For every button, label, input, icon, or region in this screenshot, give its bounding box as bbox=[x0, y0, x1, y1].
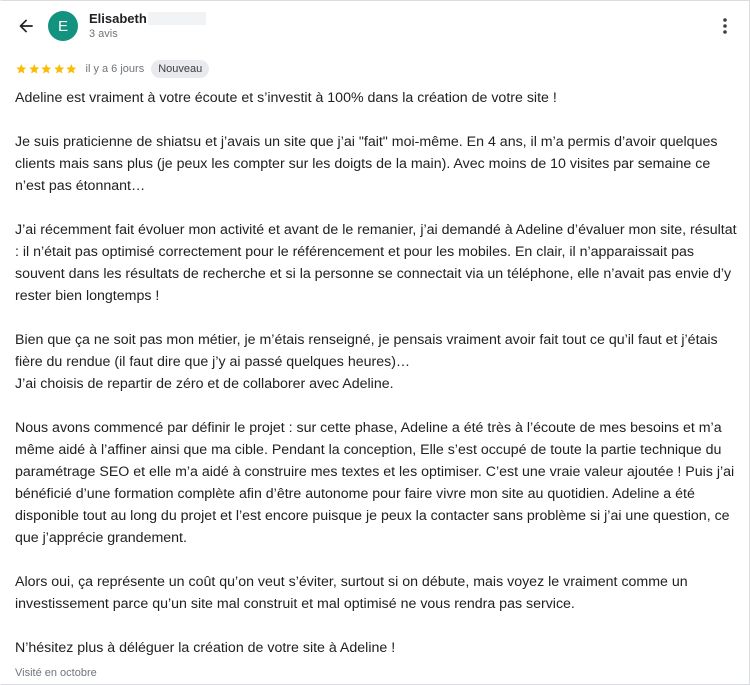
back-button[interactable] bbox=[13, 13, 39, 39]
visited-date: Visité en octobre bbox=[15, 667, 97, 679]
star-icon bbox=[65, 63, 78, 75]
review-paragraph: Bien que ça ne soit pas mon métier, je m’étais renseigné, je pensais vraiment avoir fait tout ce qu’il faut et j’étais fière du rendue (il faut dire que j’y ai passé quelques heures)… J’ai choisis de repartir de zéro et de collaborer avec Adeline. bbox=[15, 332, 718, 392]
review-text bbox=[15, 87, 737, 659]
star-icon bbox=[53, 63, 66, 75]
avatar[interactable] bbox=[48, 11, 78, 41]
review-paragraph: Alors oui, ça représente un coût qu’on veut s’éviter, surtout si on débute, mais voyez le vraiment comme un investissement parce qu’un site mal construit et mal optimisé ne vous rendra pas service. bbox=[15, 574, 688, 612]
star-icon bbox=[40, 63, 53, 75]
review-paragraph: J’ai récemment fait évoluer mon activité et avant de le remanier, j’ai demandé à Adeline d’évaluer mon site, résultat : il n’était pas optimisé correctement pour le référencement et pour les mobiles. En clair, il n’apparaissait pas souvent dans les résultats de recherche et si la personne se connectait via un téléphone, elle n’avait pas envie d’y rester bien longtemps ! bbox=[15, 222, 737, 304]
new-badge: Nouveau bbox=[151, 60, 209, 78]
star-icon bbox=[28, 63, 41, 75]
star-rating bbox=[15, 63, 78, 75]
review-paragraph: Adeline est vraiment à votre écoute et s’investit à 100% dans la création de votre site ! bbox=[15, 90, 557, 106]
name-redaction bbox=[148, 12, 206, 25]
review-paragraph: Je suis praticienne de shiatsu et j’avais un site que j’ai "fait" moi-même. En 4 ans, il m’a permis d’avoir quelques clients mais sans plus (je peux les compter sur les doigts de la main). Avec moins de 10 visites par semaine ce n’est pas étonnant… bbox=[15, 134, 718, 194]
arrow-back-icon bbox=[16, 16, 36, 36]
more-options-button[interactable] bbox=[715, 15, 735, 37]
review-header bbox=[1, 1, 750, 53]
more-vert-icon bbox=[723, 18, 727, 34]
reviewer-name[interactable]: Elisabeth bbox=[89, 11, 147, 26]
review-paragraph: N’hésitez plus à déléguer la création de votre site à Adeline ! bbox=[15, 640, 396, 656]
review-time: il y a 6 jours bbox=[85, 63, 145, 75]
review-meta bbox=[15, 60, 209, 78]
review-count: 3 avis bbox=[89, 28, 118, 40]
star-icon bbox=[15, 63, 28, 75]
avatar-letter: E bbox=[57, 17, 68, 35]
review-paragraph: Nous avons commencé par définir le projet : sur cette phase, Adeline a été très à l’écoute de mes besoins et m’a même aidé à l’affiner ainsi que ma cible. Pendant la conception, Elle s’est occupé de toute la partie technique du paramétrage SEO et elle m’a aidé à construire mes textes et les optimiser. C’est une vraie valeur ajoutée ! Puis j’ai bénéficié d’une formation complète afin d’être autonome pour faire vivre mon site au quotidien. Adeline a été disponible tout au long du projet et l’est encore puisque je peux la contacter sans problème si j’ai une question, ce que j’apprécie grandement. bbox=[15, 420, 735, 546]
